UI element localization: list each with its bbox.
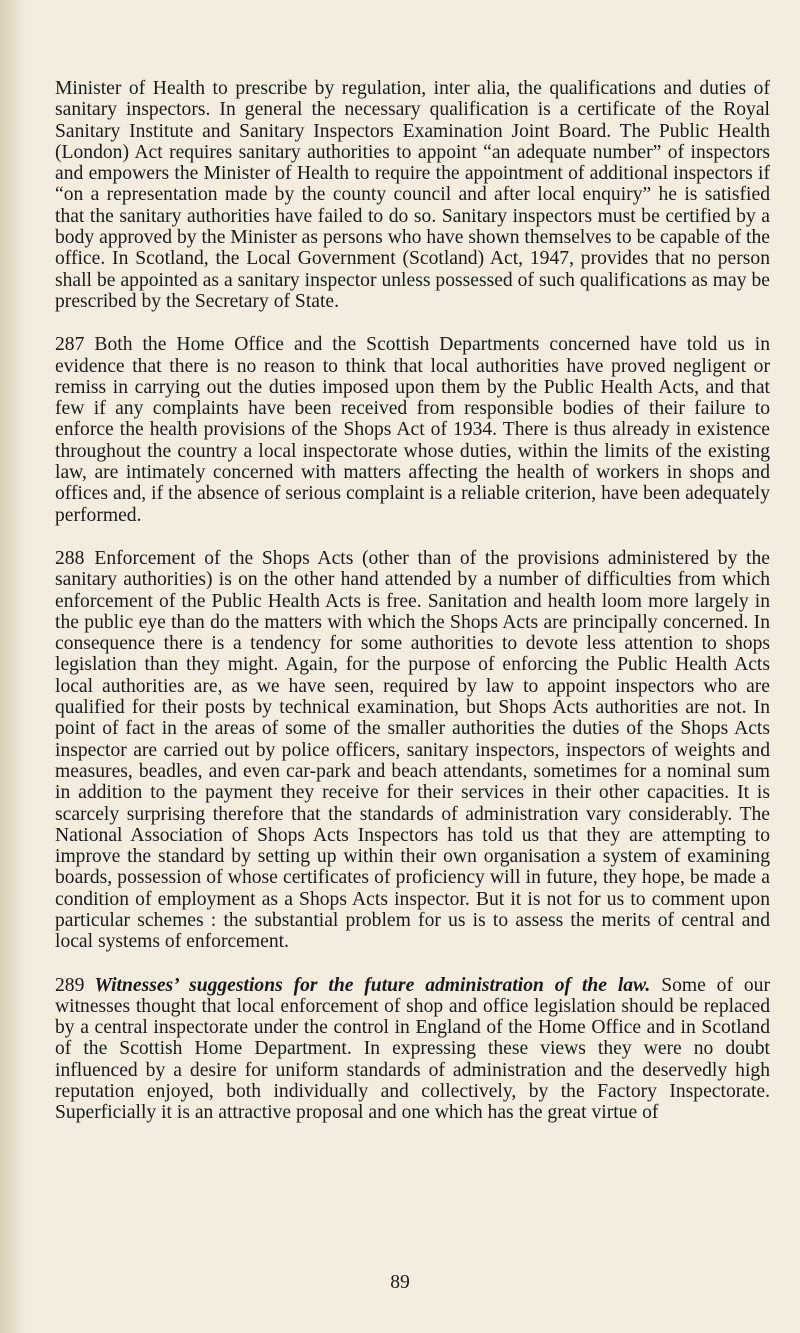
paragraph-number: 287 — [55, 334, 85, 356]
paragraph-288 — [55, 548, 770, 953]
paragraph-text: Both the Home Office and the Scottish Departments concerned have told us in evidence that there is no reason to think that local authorities have proved negligent or remiss in carrying out the duties imposed upon them by the Public Health Acts, and that few if any complaints have been received from responsible bodies of their failure to enforce the health provisions of the Shops Act of 1934. There is thus already in existence throughout the country a local inspectorate whose duties, within the limits of the existing law, are intimately concerned with matters affecting the health of workers in shops and offices and, if the absence of serious complaint is a reliable criterion, have been adequately performed. — [55, 334, 770, 526]
paragraph-number: 288 — [55, 547, 85, 569]
continued-paragraph — [55, 78, 770, 312]
paragraph-289 — [55, 975, 770, 1124]
continued-paragraph-text: Minister of Health to prescribe by regulation, inter alia, the qualifications and duties of sanitary inspectors. In general the necessary qualification is a certificate of the Royal Sanitary Institute and Sanitary Inspectors Examination Joint Board. The Public Health (London) Act requires sanitary authorities to appoint “an adequate number” of inspectors and empowers the Minister of Health to require the appointment of additional inspectors if “on a representation made by the county council and after local enquiry” he is satisfied that the sanitary authorities have failed to do so. Sanitary inspectors must be certified by a body approved by the Minister as persons who have shown themselves to be capable of the office. In Scotland, the Local Government (Scotland) Act, 1947, provides that no person shall be appointed as a sanitary inspector unless possessed of such qualifications as may be prescribed by the Secretary of State. — [55, 78, 770, 312]
paragraph-text: Enforcement of the Shops Acts (other than of the provisions administered by the sanitary authorities) is on the other hand attended by a number of difficulties from which enforcement of the Public Health Acts is free. Sanitation and health loom more largely in the public eye than do the matters with which the Shops Acts are principally concerned. In consequence there is a tendency for some authorities to devote less attention to shops legislation than they might. Again, for the purpose of enforcing the Public Health Acts local authorities are, as we have seen, required by law to appoint inspectors who are qualified for their posts by technical examination, but Shops Acts authorities are not. In point of fact in the areas of some of the smaller authorities the duties of the Shops Acts inspector are carried out by police officers, sanitary inspectors, inspectors of weights and measures, beadles, and even car-park and beach attendants, sometimes for a nominal sum in addition to the payment they receive for their services in their other capacities. It is scarcely surprising therefore that the standards of administration vary considerably. The National Association of Shops Acts Inspectors has told us that they are attempting to improve the standard by setting up within their own organisation a system of examining boards, possession of whose certificates of proficiency will in future, they hope, be made a condition of employment as a Shops Acts inspector. But it is not for us to comment upon particular schemes : the substantial problem for us is to assess the merits of central and local systems of enforcement. — [55, 547, 770, 953]
paragraph-number: 289 — [55, 974, 85, 996]
paragraph-287 — [55, 334, 770, 526]
paragraph-text: Some of our witnesses thought that local enforcement of shop and office legislation should be replaced by a central inspectorate under the control in England of the Home Office and in Scotland of the Scottish Home Department. In expressing these views they were no doubt influenced by a desire for uniform standards of administration and the deservedly high reputation enjoyed, both individually and collectively, by the Factory Inspectorate. Superficially it is an attractive proposal and one which has the great virtue of — [55, 974, 770, 1124]
paragraph-heading: Witnesses’ suggestions for the future administration of the law. — [94, 974, 651, 996]
page-number: 89 — [390, 1272, 410, 1293]
